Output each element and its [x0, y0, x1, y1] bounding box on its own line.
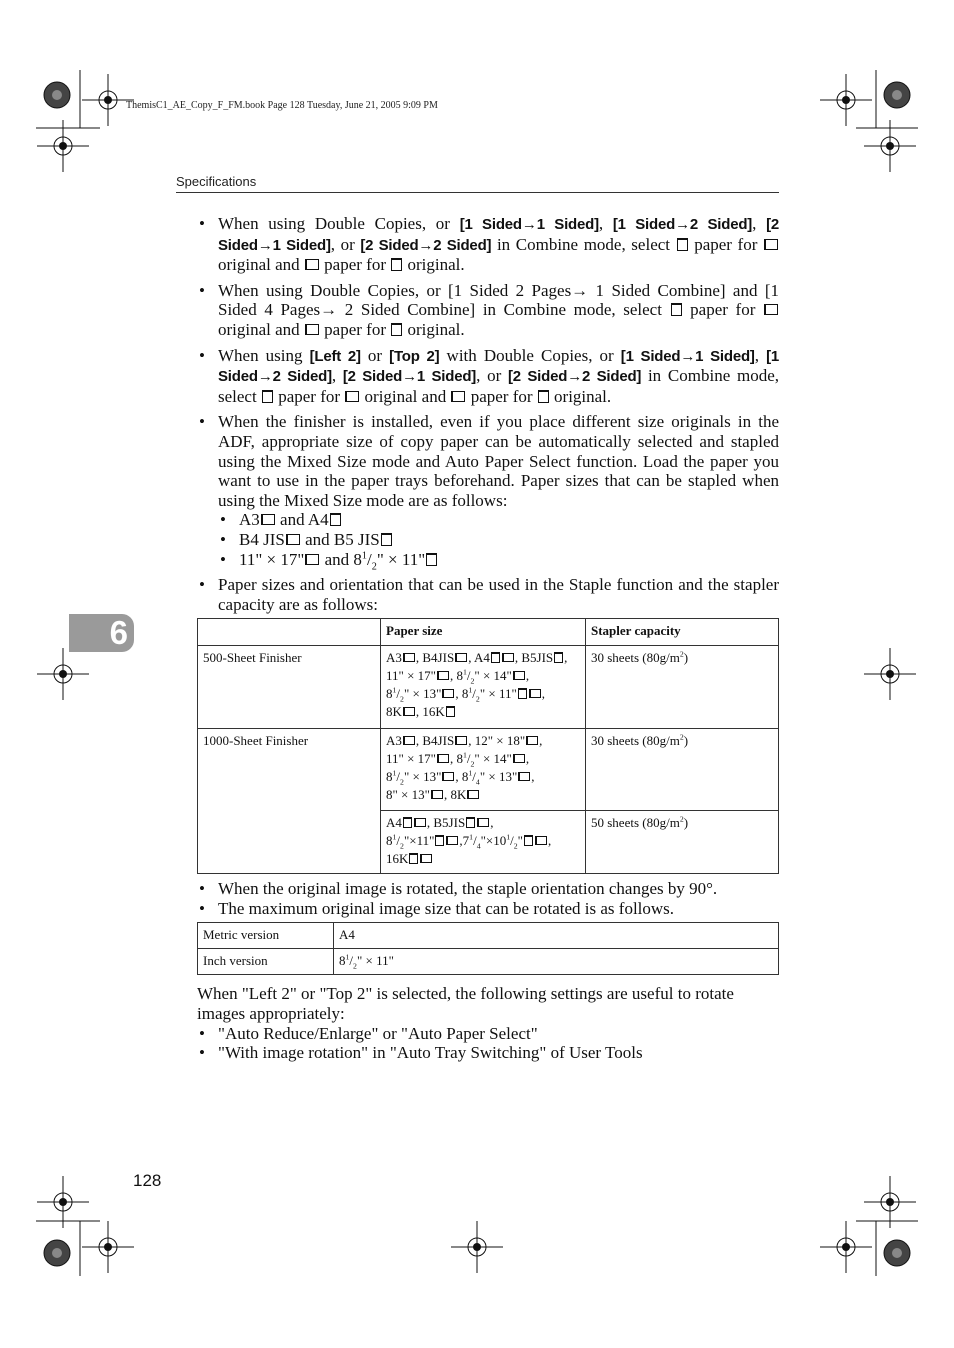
- portrait-icon: [677, 238, 688, 251]
- landscape-icon: [535, 836, 547, 845]
- text: /: [510, 833, 514, 849]
- text: 4: [475, 777, 480, 787]
- text: , B5JIS: [514, 650, 554, 666]
- text: ,: [752, 214, 767, 233]
- paper-sizes: [381, 646, 586, 729]
- text: 2: [353, 962, 357, 972]
- text: with Double Copies, or: [439, 345, 621, 365]
- text: ,: [525, 668, 530, 684]
- landscape-icon: [305, 554, 319, 565]
- text: 30 sheets (80g/m: [591, 733, 680, 749]
- text: 2: [513, 841, 518, 851]
- text: 11" × 17": [386, 668, 436, 684]
- table-header-empty: [198, 619, 381, 646]
- text: or: [360, 345, 390, 365]
- text: /: [349, 953, 354, 969]
- table-row: [198, 923, 779, 949]
- portrait-icon: [409, 853, 418, 864]
- text: /: [472, 686, 476, 702]
- text: ,: [547, 833, 552, 849]
- text: ,: [564, 650, 568, 666]
- text: , 8: [449, 751, 463, 767]
- header-rule: [176, 192, 779, 193]
- text: ): [683, 733, 689, 749]
- running-head: Specifications: [176, 174, 257, 189]
- list-item: • "With image rotation" in "Auto Tray Switching" of User Tools: [197, 1043, 779, 1063]
- text: /: [396, 686, 401, 702]
- text: 1: [468, 685, 473, 695]
- key-label: [2 Sided→2 Sided]: [360, 236, 492, 254]
- text: " × 13": [479, 769, 518, 785]
- landscape-icon: [305, 324, 319, 335]
- text: /: [396, 769, 401, 785]
- text: paper for: [319, 319, 391, 339]
- bullet-list: [197, 214, 779, 614]
- text: 50 sheets (80g/m: [591, 815, 680, 831]
- landscape-icon: [442, 689, 454, 698]
- text: in Combine mode, select: [491, 234, 676, 254]
- stapler-capacity: [586, 646, 779, 729]
- portrait-icon: [381, 533, 392, 546]
- portrait-icon: [435, 835, 444, 846]
- text: ,: [541, 686, 546, 702]
- list-item: [218, 530, 779, 550]
- portrait-icon: [524, 835, 533, 846]
- text: ,7: [459, 833, 470, 849]
- text: "×11": [403, 833, 435, 849]
- text: 8" × 13": [386, 787, 430, 803]
- landscape-icon: [513, 754, 525, 763]
- text: 2: [679, 814, 684, 824]
- portrait-icon: [518, 688, 527, 699]
- text: ,: [539, 733, 543, 749]
- portrait-icon: [466, 817, 475, 828]
- text: ,: [598, 214, 613, 233]
- landscape-icon: [451, 391, 465, 402]
- landscape-icon: [403, 707, 415, 716]
- key-label: [1 Sided→2 Sided]: [218, 347, 780, 386]
- text: 1: [506, 832, 511, 842]
- text: original.: [403, 319, 465, 339]
- text: A3: [386, 650, 402, 666]
- landscape-icon: [764, 239, 778, 250]
- text: /: [473, 833, 477, 849]
- landscape-icon: [431, 790, 443, 799]
- landscape-icon: [403, 736, 415, 745]
- text: 1: [468, 768, 473, 778]
- landscape-icon: [345, 391, 359, 402]
- text: " × 11": [479, 686, 517, 702]
- mixed-size-list: [218, 510, 779, 572]
- text: in Combine mode, select: [218, 366, 779, 406]
- text: " × 14": [474, 751, 512, 767]
- bullet-staple-sizes: [197, 575, 779, 614]
- text: 2: [400, 777, 404, 787]
- text: " × 11": [376, 549, 426, 569]
- table-row: [198, 949, 779, 975]
- bullet-mixed-size: [197, 412, 779, 572]
- text: , 8: [455, 769, 469, 785]
- key-label: [Top 2]: [389, 347, 440, 365]
- text: 8: [339, 953, 346, 969]
- table-header-paper-size: Paper size: [381, 619, 586, 646]
- text: 2: [371, 560, 377, 572]
- text: paper for: [273, 386, 345, 406]
- landscape-icon: [437, 754, 449, 763]
- landscape-icon: [502, 653, 514, 662]
- text: 1: [361, 549, 367, 561]
- stapler-capacity: [586, 729, 779, 811]
- text: , or: [476, 366, 508, 386]
- text: original and: [360, 386, 451, 406]
- key-label: [1 Sided→1 Sided]: [459, 216, 599, 233]
- portrait-icon: [538, 390, 549, 403]
- text: 2: [400, 694, 404, 704]
- text: When using: [218, 345, 310, 365]
- table-row: [198, 729, 779, 811]
- key-label: [1 Sided→2 Sided]: [612, 216, 753, 233]
- table-header-row: [198, 619, 779, 646]
- book-header: ThemisC1_AE_Copy_F_FM.book Page 128 Tuesday, June 21, 2005 9:09 PM: [126, 100, 438, 111]
- text: ,: [531, 769, 535, 785]
- portrait-icon: [671, 303, 682, 316]
- bullet-rotation-max-size: [197, 899, 779, 919]
- text: 2: [400, 841, 404, 851]
- text: , 8: [449, 668, 463, 684]
- landscape-icon: [526, 736, 538, 745]
- text: and 8: [320, 549, 362, 569]
- text: When using Double Copies, or [1 Sided 2 Pages→ 1 Sided Combine] and [1 Sided 4 Pages→ 2 Sided Combine] in Combine mode, select: [218, 280, 779, 320]
- text: , B5JIS: [426, 815, 466, 831]
- text: 2: [475, 694, 480, 704]
- closing-list: [197, 1024, 779, 1063]
- text: , or: [330, 234, 361, 254]
- text: paper for: [319, 255, 391, 275]
- text: " × 13": [403, 686, 442, 702]
- text: original.: [403, 255, 465, 275]
- landscape-icon: [403, 653, 415, 662]
- text: 30 sheets (80g/m: [591, 650, 680, 666]
- text: " × 11": [356, 953, 394, 969]
- text: 8: [386, 686, 393, 702]
- landscape-icon: [529, 689, 541, 698]
- landscape-icon: [437, 671, 449, 680]
- landscape-icon: [518, 772, 530, 781]
- rotation-table: [197, 922, 779, 975]
- text: , 16K: [415, 704, 445, 720]
- chapter-number: 6: [109, 614, 128, 651]
- bullet-double-copies: [197, 214, 779, 275]
- text: 2: [470, 676, 475, 686]
- text: 8K: [386, 704, 402, 720]
- text: 2: [679, 649, 684, 659]
- list-item: • "Auto Reduce/Enlarge" or "Auto Paper Select": [197, 1024, 779, 1044]
- text: paper for: [688, 234, 763, 254]
- paper-sizes: [381, 729, 586, 811]
- landscape-icon: [446, 836, 458, 845]
- text: ,: [754, 345, 767, 365]
- finisher-name: 1000-Sheet Finisher: [198, 729, 381, 874]
- text: 1: [469, 832, 474, 842]
- landscape-icon: [477, 818, 489, 827]
- table-row: [198, 646, 779, 729]
- finisher-name: 500-Sheet Finisher: [198, 646, 381, 729]
- text: " × 14": [474, 668, 512, 684]
- landscape-icon: [305, 259, 319, 270]
- text: /: [466, 751, 471, 767]
- version-label: Metric version: [198, 923, 334, 949]
- landscape-icon: [286, 534, 300, 545]
- rotation-bullets: [197, 879, 779, 918]
- text: and A4: [275, 510, 329, 530]
- portrait-icon: [391, 258, 402, 271]
- stapler-capacity: [586, 811, 779, 874]
- key-label: [2 Sided→1 Sided]: [342, 368, 477, 386]
- text: original.: [549, 386, 612, 406]
- version-value: A4: [334, 923, 779, 949]
- key-label: [Left 2]: [309, 347, 361, 365]
- text: /: [366, 549, 372, 569]
- text: 1: [462, 750, 467, 760]
- landscape-icon: [261, 514, 275, 525]
- text: /: [396, 833, 401, 849]
- landscape-icon: [513, 671, 525, 680]
- text: 4: [476, 841, 481, 851]
- text: 2: [470, 759, 475, 769]
- text: " × 13": [403, 769, 442, 785]
- key-label: [1 Sided→1 Sided]: [620, 347, 755, 365]
- text: The maximum original image size that can be rotated is as follows.: [218, 898, 675, 918]
- portrait-icon: [403, 817, 412, 828]
- landscape-icon: [414, 818, 426, 827]
- text: , B4JIS: [415, 733, 455, 749]
- text: ,: [525, 751, 530, 767]
- list-item: [218, 510, 779, 530]
- text: 16K: [386, 851, 409, 867]
- portrait-icon: [426, 553, 437, 566]
- portrait-icon: [330, 513, 341, 526]
- landscape-icon: [420, 854, 432, 863]
- staple-table: [197, 618, 779, 874]
- list-item: [218, 550, 779, 570]
- bullet-combine-pages: [197, 281, 779, 340]
- text: ): [683, 650, 689, 666]
- text: and B5 JIS: [300, 529, 380, 549]
- text: When the finisher is installed, even if you place different size originals in the ADF, appropriate size of copy paper can be automatically selected and stapled using the Mixed Size mode and Auto Paper Select function. Load the paper you want to use in the paper trays beforehand. Paper sizes that can be stapled when using the Mixed Size mode are as follows:: [218, 412, 779, 510]
- text: original and: [218, 319, 304, 339]
- text: /: [472, 769, 476, 785]
- text: ,: [331, 366, 343, 386]
- text: 1: [392, 685, 397, 695]
- landscape-icon: [455, 653, 467, 662]
- landscape-icon: [455, 736, 467, 745]
- bullet-rotation-orientation: [197, 879, 779, 899]
- text: , 8K: [443, 787, 467, 803]
- key-label: [2 Sided→1 Sided]: [218, 216, 779, 254]
- text: 2: [679, 732, 684, 742]
- text: ": [517, 833, 523, 849]
- text: Paper sizes and orientation that can be used in the Staple function and the stapler capacity are as follows:: [218, 575, 779, 614]
- text: "×10: [480, 833, 507, 849]
- text: ,: [490, 815, 494, 831]
- chapter-tab: [69, 614, 134, 652]
- text: A3: [239, 510, 260, 530]
- text: paper for: [682, 300, 763, 320]
- text: /: [466, 668, 471, 684]
- text: 11" × 17": [386, 751, 436, 767]
- text: , B4JIS: [415, 650, 455, 666]
- text: When using Double Copies, or: [218, 214, 460, 233]
- table-header-stapler-capacity: Stapler capacity: [586, 619, 779, 646]
- text: , 12" × 18": [468, 733, 526, 749]
- version-value: [334, 949, 779, 975]
- landscape-icon: [764, 304, 778, 315]
- text: 1: [462, 667, 467, 677]
- page-number: 128: [133, 1171, 162, 1190]
- text: , A4: [468, 650, 490, 666]
- portrait-icon: [554, 652, 563, 663]
- landscape-icon: [467, 790, 479, 799]
- text: , 8: [455, 686, 469, 702]
- text: 8: [386, 769, 393, 785]
- landscape-icon: [442, 772, 454, 781]
- portrait-icon: [446, 706, 455, 717]
- paper-sizes: [381, 811, 586, 874]
- text: When the original image is rotated, the staple orientation changes by 90°.: [218, 879, 718, 899]
- text: 8: [386, 833, 393, 849]
- bullet-left-top-2: [197, 346, 779, 407]
- text: A3: [386, 733, 402, 749]
- portrait-icon: [491, 652, 500, 663]
- text: 1: [392, 768, 397, 778]
- text: A4: [386, 815, 402, 831]
- version-label: Inch version: [198, 949, 334, 975]
- text: 1: [392, 832, 397, 842]
- page-content: [197, 214, 779, 1063]
- text: paper for: [466, 386, 537, 406]
- text: original and: [218, 255, 304, 275]
- portrait-icon: [391, 323, 402, 336]
- text: ): [683, 815, 689, 831]
- text: 1: [345, 953, 350, 963]
- text: B4 JIS: [239, 529, 285, 549]
- portrait-icon: [262, 390, 273, 403]
- key-label: [2 Sided→2 Sided]: [507, 368, 642, 386]
- closing-paragraph: When "Left 2" or "Top 2" is selected, the following settings are useful to rotate images appropriately:: [197, 984, 734, 1024]
- text: 11" × 17": [239, 549, 305, 569]
